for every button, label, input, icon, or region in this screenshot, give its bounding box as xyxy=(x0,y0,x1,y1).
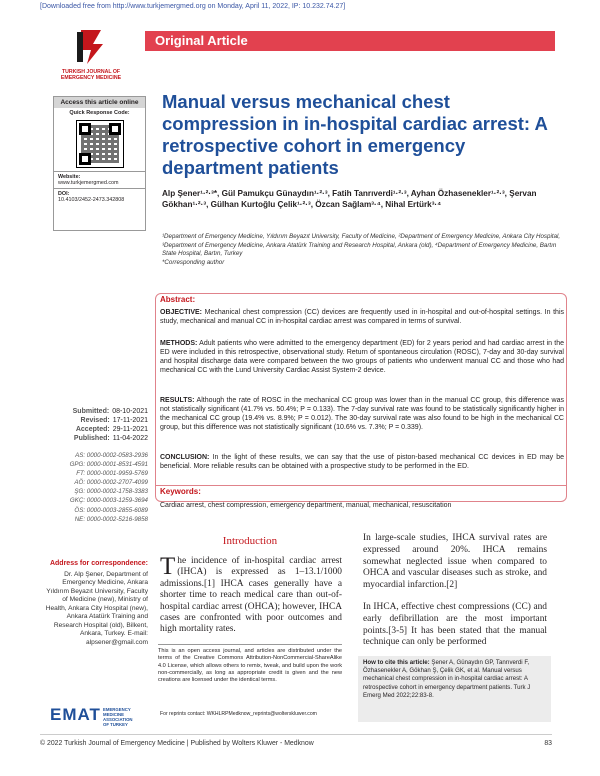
footer-divider xyxy=(40,734,552,735)
keywords-box xyxy=(155,485,567,515)
orcid-item[interactable]: AS: 0000-0002-0583-2936 xyxy=(75,452,148,459)
abstract-conclusion: CONCLUSION: In the light of these results, we can say that the use of piston-based mechanical CC devices in ED may be beneficial. More reliable results can be obtained with a prospective study to be performed in the ED. xyxy=(160,454,564,470)
correspondence xyxy=(40,560,148,647)
body-paragraph: In IHCA, effective chest compressions (CC) and early defibrillation are the most important points.[3-5] It has been stated that the manual technique can only be performed xyxy=(363,601,547,648)
open-access-note: This is an open access journal, and articles are distributed under the terms of the Creative Commons Attribution-NonCommercial-ShareAlike 4.0 License, which allows others to remix, tweak, and build upon the work non-commercially, as long as appropriate credit is given and the new creations are licensed under the identical terms. xyxy=(158,644,342,694)
qr-code-icon[interactable] xyxy=(76,120,124,168)
journal-name: TURKISH JOURNAL OF EMERGENCY MEDICINE xyxy=(60,69,122,81)
orcid-item[interactable]: ÖS: 0000-0003-2855-6089 xyxy=(74,506,148,514)
cite-label: How to cite this article: xyxy=(363,659,430,666)
reprints-note: For reprints contact: WKHLRPMedknow_reprints@wolterskluwer.com xyxy=(160,711,317,717)
article-title: Manual versus mechanical chest compression in in-hospital cardiac arrest: A retrospective cohort in emergency department patients xyxy=(162,91,548,178)
journal-logo xyxy=(60,28,122,81)
affiliations: ¹Department of Emergency Medicine, Yıldırım Beyazıt University, Faculty of Medicine, ²Department of Emergency Medicine, Ankara City Hospital, ³Department of Emergency Medicine, Ankara Atatürk Training and Research Hospital, Ankara (old), ⁴Department of Emergency Medicine, Bartın State Hospital, Bartın, Turkey *Corresponding author xyxy=(162,233,561,266)
article-dates: Submitted: 08-10-2021 Revised: 17-11-2021 Accepted: 29-11-2021 Published: 11-04-2022 xyxy=(72,408,148,442)
intro-text: The incidence of in-hospital cardiac arrest (IHCA) is expressed as 1–13.1/1000 admissions.[1] IHCA cases generally have a shorter time to reach medical care than out-of-hospital cardiac arrest (OHCA); however, IHCA cases are confronted with poor outcomes and high mortality rates. xyxy=(160,553,342,635)
dropcap: T xyxy=(160,553,176,580)
orcid-item[interactable]: GPG: 0000-0001-8531-4591 xyxy=(69,461,148,469)
download-note: [Downloaded free from http://www.turkjemergmed.org on Monday, April 11, 2022, IP: 10.232.74.27] xyxy=(40,3,346,10)
abstract-methods: METHODS: Adult patients who were admitted to the emergency department (ED) for 2 years period and had cardiac arrest in the ED were included in this retrospective, observational study. Return of spontaneous circulation (ROSC), 7-day and 30-day survival and hospital discharge data were compared between the two groups of patients who underwent manual CC and those who had mechanical CC with the Lund University Cardiac Assist System-2 device. xyxy=(160,340,564,374)
footer-copyright: © 2022 Turkish Journal of Emergency Medicine | Published by Wolters Kluwer - Medknow xyxy=(40,740,314,747)
orcid-item[interactable]: GKÇ: 0000-0003-1259-3694 xyxy=(69,497,148,505)
abstract-objective: OBJECTIVE: Mechanical chest compression (CC) devices are frequently used in in-hospital and out-of-hospital settings. In this study, mechanical and manual CC in in-hospital cardiac arrest was compared in terms of survival. xyxy=(160,309,564,325)
website-link[interactable]: www.turkjemergmed.com xyxy=(58,180,119,186)
access-box xyxy=(53,96,146,231)
qr-label: Quick Response Code: xyxy=(69,110,130,116)
page-number: 83 xyxy=(544,740,552,747)
doi-link[interactable]: 10.4103/2452-2473.342808 xyxy=(58,197,125,203)
corresponding-note: *Corresponding author xyxy=(162,258,225,266)
journal-logo-icon xyxy=(73,28,109,66)
abstract-title: Abstract: xyxy=(160,295,196,304)
orcid-item[interactable]: NE: 0000-0002-5216-9858 xyxy=(74,515,148,523)
abstract-results: RESULTS: Although the rate of ROSC in the mechanical CC group was lower than in the manual CC group, this difference was not statistically significant (41.7% vs. 50.4%; P = 0.133). The 7-day survival rate was found to be statistically significantly higher in the mechanical CC group (19.4% vs. 8.9%; P = 0.012). The 30-day survival rate was also found to be high in the mechanical CC group, but this difference was not statistically significant (10.6% vs. 7.3%; P = 0.339). xyxy=(160,397,564,431)
keywords-title: Keywords: xyxy=(160,487,201,496)
body-right-column xyxy=(363,533,547,659)
cite-text: Şener A, Günaydın GP, Tanrıverdi F, Özhasenekler A, Gökhan Ş, Çelik GK, et al. Manual versus mechanical chest compression in in-hospital cardiac arrest: A retrospective cohort in emergency department patients. Turk J Emerg Med 2022;22:83-8. xyxy=(363,659,531,699)
cite-box xyxy=(358,656,551,722)
intro-heading: Introduction xyxy=(222,535,278,547)
body-paragraph: In large-scale studies, IHCA survival rates are expressed around 20%. IHCA remains somewhat neglected issue when compared to OHCA and vascular diseases such as stroke, and myocardial infarction.[2] xyxy=(363,533,547,591)
emat-logo: EMAT xyxy=(50,705,101,724)
article-type: Original Article xyxy=(155,33,248,48)
website-block: Website: www.turkjemergmed.com xyxy=(58,174,119,186)
keywords-text: Cardiac arrest, chest compression, emergency department, manual, mechanical, resuscitation xyxy=(160,502,452,509)
orcid-list xyxy=(40,451,148,524)
correspondence-head: Address for correspondence: xyxy=(49,560,148,567)
author-list: Alp Şener¹·²·³*, Gül Pamukçu Günaydın¹·²·³, Fatih Tanrıverdi¹·²·³, Ayhan Özhasenekler¹·²·³, Şervan Gökhan¹·²·³, Gülhan Kurtoğlu Çelik¹·²·³, Özcan Sağlam³·⁴, Nihal Ertürk³·⁴ xyxy=(162,189,537,209)
correspondence-body: Dr. Alp Şener, Department of Emergency Medicine, Ankara Yıldırım Beyazıt University, Faculty of Medicine (new), Ministry of Health, Ankara City Hospital (new), Ankara Atatürk Training and Research Hospital (old), Bilkent, Ankara, Turkey. E-mail: alpsener@gmail.com xyxy=(45,570,148,646)
emat-logo-text: EMERGENCY MEDICINE ASSOCIATION OF TURKEY xyxy=(103,707,133,727)
page-footer xyxy=(40,740,552,747)
orcid-item[interactable]: ŞG: 0000-0002-1758-3383 xyxy=(74,488,148,496)
orcid-item[interactable]: FT: 0000-0001-9959-5769 xyxy=(76,470,148,478)
access-title: Access this article online xyxy=(54,97,145,108)
doi-block: DOI: 10.4103/2452-2473.342808 xyxy=(58,191,125,203)
orcid-item[interactable]: AÖ: 0000-0002-2707-4099 xyxy=(74,479,148,487)
